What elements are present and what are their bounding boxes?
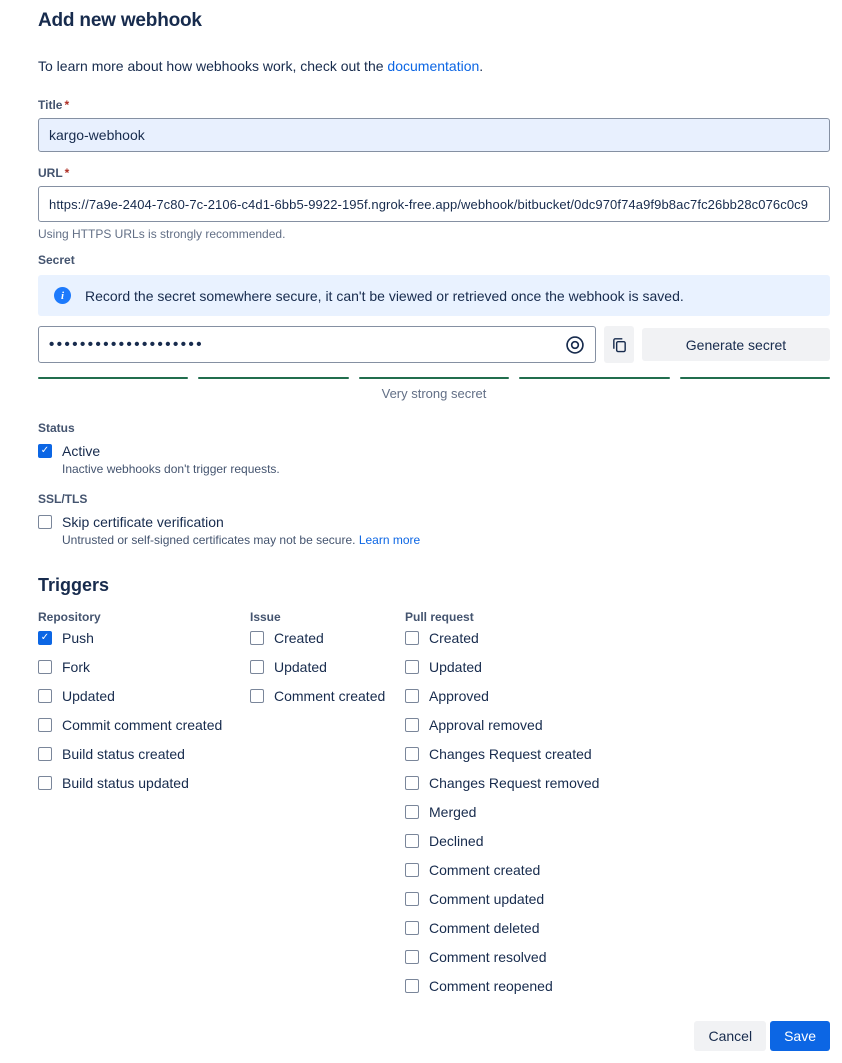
trigger-column-pull-request [405, 610, 830, 1007]
ssl-helper-text [62, 533, 830, 547]
checkbox-label: Updated [274, 658, 327, 675]
checkbox-label: Declined [429, 832, 484, 849]
secret-masked-value: •••••••••••••••••••• [49, 336, 205, 353]
info-icon: i [54, 287, 71, 304]
trigger-checkbox-pull-request-changes-request-removed[interactable] [405, 775, 830, 790]
checkbox-label: Updated [62, 687, 115, 704]
checkbox[interactable] [38, 776, 52, 790]
checkbox-label: Approval removed [429, 716, 543, 733]
trigger-checkbox-pull-request-declined[interactable] [405, 833, 830, 848]
banner-text: Record the secret somewhere secure, it can't be viewed or retrieved once the webhook is saved. [85, 287, 684, 304]
secret-info-banner [38, 275, 830, 316]
title-label-text: Title [38, 98, 63, 112]
strength-bar [38, 377, 188, 379]
trigger-column-header: Issue [250, 610, 281, 624]
strength-bar [680, 377, 830, 379]
checkbox-label: Fork [62, 658, 90, 675]
checkbox[interactable] [38, 747, 52, 761]
trigger-checkbox-repository-updated[interactable] [38, 688, 250, 703]
trigger-column-header: Pull request [405, 610, 474, 624]
trigger-checkbox-issue-updated[interactable] [250, 659, 405, 674]
trigger-checkbox-issue-comment-created[interactable] [250, 688, 405, 703]
skip-cert-checkbox-row[interactable] [38, 514, 830, 530]
title-input[interactable]: kargo-webhook [38, 118, 830, 152]
checkbox[interactable] [405, 892, 419, 906]
trigger-checkbox-pull-request-comment-resolved[interactable] [405, 949, 830, 964]
checkbox-label: Created [429, 629, 479, 646]
checkbox[interactable] [38, 718, 52, 732]
secret-input[interactable] [38, 326, 596, 363]
strength-bar [519, 377, 669, 379]
copy-icon [611, 336, 628, 353]
checkbox-label: Created [274, 629, 324, 646]
save-button[interactable]: Save [770, 1021, 830, 1051]
active-checkbox-row[interactable] [38, 443, 830, 459]
show-secret-button[interactable] [565, 335, 585, 355]
copy-secret-button[interactable] [604, 326, 634, 363]
required-asterisk: * [64, 166, 70, 180]
secret-strength-meter [38, 377, 830, 379]
footer-actions [38, 1021, 830, 1063]
checkbox[interactable] [38, 631, 52, 645]
trigger-checkbox-pull-request-comment-reopened[interactable] [405, 978, 830, 993]
checkbox[interactable] [405, 805, 419, 819]
trigger-column-header: Repository [38, 610, 101, 624]
url-input[interactable]: https://7a9e-2404-7c80-7c-2106-c4d1-6bb5-9922-195f.ngrok-free.app/webhook/bitbucket/0dc970f74a9f9b8ac7fc26bb28c076c0c9 [38, 186, 830, 222]
eye-icon [565, 335, 585, 355]
trigger-checkbox-pull-request-comment-updated[interactable] [405, 891, 830, 906]
url-label-text: URL [38, 166, 63, 180]
trigger-checkbox-repository-fork[interactable] [38, 659, 250, 674]
secret-label: Secret [38, 253, 75, 267]
checkbox-label: Comment created [429, 861, 541, 878]
intro-text [38, 58, 830, 74]
checkbox[interactable] [405, 776, 419, 790]
trigger-checkbox-pull-request-comment-deleted[interactable] [405, 920, 830, 935]
title-label [38, 98, 830, 112]
trigger-checkbox-pull-request-approval-removed[interactable] [405, 717, 830, 732]
checkbox[interactable] [38, 689, 52, 703]
checkbox-label: Push [62, 629, 94, 646]
ssl-helper-text-before: Untrusted or self-signed certificates may not be secure. [62, 533, 359, 547]
checkbox-label: Updated [429, 658, 482, 675]
trigger-checkbox-repository-push[interactable] [38, 630, 250, 645]
checkbox[interactable] [250, 660, 264, 674]
checkbox[interactable] [405, 631, 419, 645]
checkbox[interactable] [405, 689, 419, 703]
skip-cert-checkbox[interactable] [38, 515, 52, 529]
url-label [38, 166, 830, 180]
trigger-checkbox-pull-request-approved[interactable] [405, 688, 830, 703]
skip-cert-checkbox-label: Skip certificate verification [62, 514, 224, 530]
status-label: Status [38, 421, 75, 435]
trigger-checkbox-repository-commit-comment-created[interactable] [38, 717, 250, 732]
checkbox-label: Changes Request removed [429, 774, 600, 791]
checkbox[interactable] [405, 747, 419, 761]
checkbox[interactable] [405, 863, 419, 877]
checkbox[interactable] [405, 718, 419, 732]
checkbox-label: Approved [429, 687, 489, 704]
active-checkbox[interactable] [38, 444, 52, 458]
trigger-checkbox-pull-request-updated[interactable] [405, 659, 830, 674]
checkbox[interactable] [405, 950, 419, 964]
checkbox[interactable] [250, 689, 264, 703]
trigger-checkbox-pull-request-created[interactable] [405, 630, 830, 645]
checkbox[interactable] [250, 631, 264, 645]
ssl-label: SSL/TLS [38, 492, 88, 506]
checkbox[interactable] [38, 660, 52, 674]
url-helper-text: Using HTTPS URLs is strongly recommended. [38, 227, 286, 241]
intro-text-after: . [479, 58, 484, 74]
checkbox-label: Commit comment created [62, 716, 223, 733]
trigger-checkbox-repository-build-status-updated[interactable] [38, 775, 250, 790]
trigger-checkbox-pull-request-merged[interactable] [405, 804, 830, 819]
checkbox[interactable] [405, 660, 419, 674]
trigger-column-issue [250, 610, 405, 1007]
strength-label: Very strong secret [381, 386, 487, 401]
trigger-column-repository [38, 610, 250, 1007]
status-helper-text: Inactive webhooks don't trigger requests. [62, 462, 280, 476]
cancel-button[interactable]: Cancel [694, 1021, 766, 1051]
checkbox-label: Comment updated [429, 890, 545, 907]
strength-bar [359, 377, 509, 379]
checkbox[interactable] [405, 979, 419, 993]
strength-bar [198, 377, 348, 379]
intro-text-before: To learn more about how webhooks work, check out the [38, 58, 388, 74]
checkbox-label: Comment resolved [429, 948, 547, 965]
learn-more-link[interactable]: Learn more [358, 533, 421, 547]
triggers-columns [38, 610, 830, 1007]
checkbox-label: Changes Request created [429, 745, 592, 762]
checkbox-label: Comment reopened [429, 977, 553, 994]
checkbox[interactable] [405, 834, 419, 848]
checkbox[interactable] [405, 921, 419, 935]
checkbox-label: Comment deleted [429, 919, 540, 936]
checkbox-label: Merged [429, 803, 477, 820]
triggers-heading: Triggers [38, 575, 110, 595]
checkbox-label: Build status created [62, 745, 185, 762]
required-asterisk: * [64, 98, 70, 112]
page-title: Add new webhook [38, 10, 202, 31]
checkbox-label: Comment created [274, 687, 386, 704]
trigger-checkbox-pull-request-changes-request-created[interactable] [405, 746, 830, 761]
active-checkbox-label: Active [62, 443, 101, 459]
generate-secret-button[interactable]: Generate secret [642, 328, 830, 361]
trigger-checkbox-repository-build-status-created[interactable] [38, 746, 250, 761]
trigger-checkbox-issue-created[interactable] [250, 630, 405, 645]
checkbox-label: Build status updated [62, 774, 189, 791]
trigger-checkbox-pull-request-comment-created[interactable] [405, 862, 830, 877]
documentation-link[interactable]: documentation [387, 58, 480, 74]
secret-row [38, 326, 830, 363]
